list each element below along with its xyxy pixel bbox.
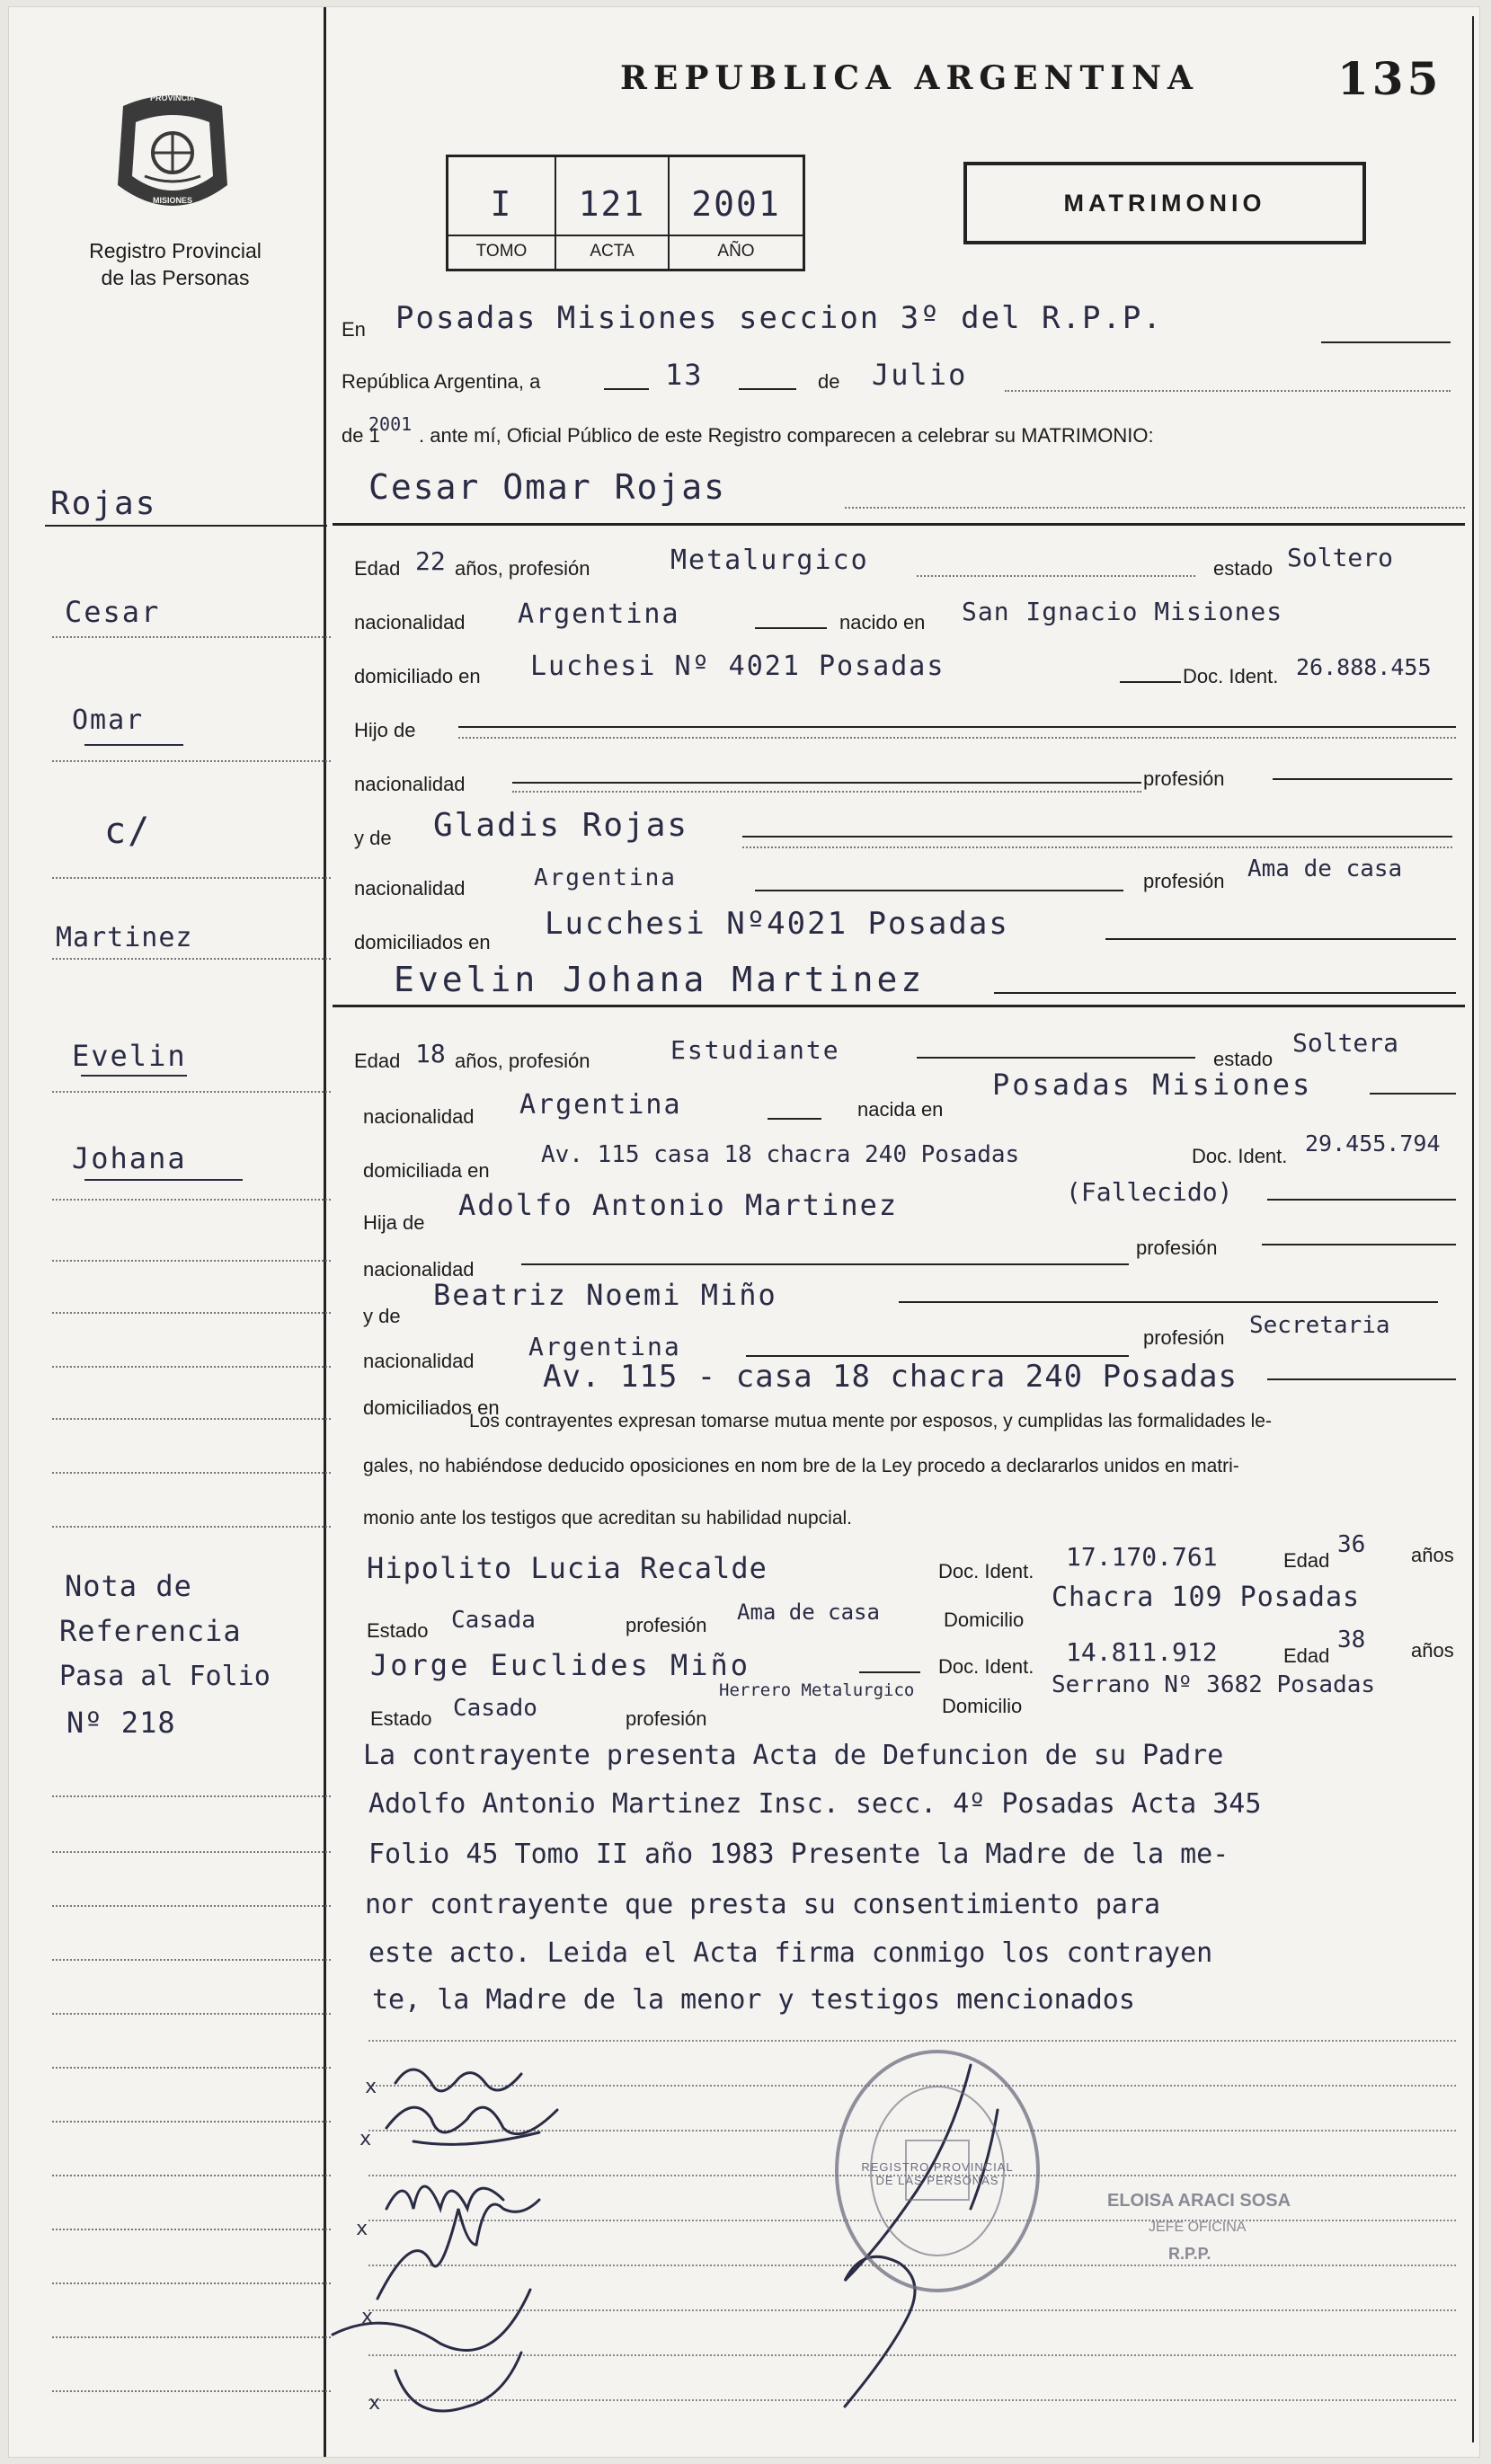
stamp-official-title: JEFE OFICINA — [1149, 2220, 1247, 2235]
margin-word-5: Evelin — [72, 1039, 187, 1073]
groom-nationality: Argentina — [518, 598, 680, 630]
sig-mark-5: x — [368, 2392, 383, 2415]
bride-parents-dom-label: domiciliados en — [363, 1396, 500, 1419]
country-title: REPUBLICA ARGENTINA — [620, 59, 1199, 97]
groom-parents-dom-label: domiciliados en — [354, 931, 491, 953]
groom-age: 22 — [415, 546, 446, 576]
groom-dom-label: domiciliado en — [354, 665, 481, 687]
bride-doc: 29.455.794 — [1305, 1130, 1441, 1157]
witness2-status: Casado — [453, 1695, 537, 1722]
note-line-2: Adolfo Antonio Martinez Insc. secc. 4º Posadas Acta 345 — [368, 1788, 1262, 1820]
witness1-dom-label: Domicilio — [944, 1609, 1025, 1631]
certificate-page — [9, 7, 1479, 2457]
groom-mother-nac-label: nacionalidad — [354, 877, 466, 900]
witness1-status: Casada — [451, 1607, 536, 1634]
acta-value: 121 — [578, 184, 646, 224]
margin-note-2: Referencia — [59, 1614, 242, 1648]
groom-nacido-label: nacido en — [839, 611, 926, 634]
declaration-line-1: Los contrayentes expresan tomarse mutua mente por esposos, y cumplidas las formalidades le- — [469, 1411, 1272, 1431]
bride-father-note: (Fallecido) — [1066, 1177, 1233, 1207]
anio-value: 2001 — [691, 184, 781, 224]
bride-father: Adolfo Antonio Martinez — [458, 1188, 899, 1222]
groom-parents-address: Lucchesi Nº4021 Posadas — [545, 906, 1009, 942]
ante-text: . ante mí, Oficial Público de este Registro comparecen a celebrar su MATRIMONIO: — [419, 424, 1154, 447]
note-line-5: este acto. Leida el Acta firma conmigo los contrayen — [368, 1937, 1213, 1969]
bride-yde-label: y de — [363, 1305, 401, 1327]
witness1-doc: 17.170.761 — [1066, 1542, 1218, 1572]
day-value: 13 — [665, 358, 704, 392]
bride-mother-prof: Secretaria — [1249, 1312, 1390, 1339]
groom-estado-label: estado — [1213, 557, 1274, 580]
year-value: 2001 — [368, 413, 413, 435]
bride-nacida-label: nacida en — [857, 1098, 944, 1121]
bride-address: Av. 115 casa 18 chacra 240 Posadas — [541, 1141, 1020, 1168]
witness1-anos-label: años — [1411, 1544, 1454, 1566]
declaration-line-2: gales, no habiéndose deducido oposiciones en nom bre de la Ley procedo a declararlos unidos en matri- — [363, 1456, 1239, 1476]
margin-word-2: Omar — [72, 705, 145, 736]
bride-parents-address: Av. 115 - casa 18 chacra 240 Posadas — [543, 1359, 1238, 1395]
groom-mother: Gladis Rojas — [433, 807, 689, 844]
registry-name — [45, 237, 306, 291]
note-line-4: nor contrayente que presta su consentimiento para — [365, 1889, 1161, 1920]
bride-nationality: Argentina — [519, 1089, 682, 1121]
margin-word-4: Martinez — [56, 922, 193, 953]
note-line-3: Folio 45 Tomo II año 1983 Presente la Madre de la me- — [368, 1839, 1229, 1870]
bride-anos-prof-label: años, profesión — [455, 1050, 590, 1072]
margin-note-3: Pasa al Folio — [59, 1661, 271, 1692]
right-margin-rule — [1472, 16, 1474, 2442]
groom-father-nac-label: nacionalidad — [354, 773, 466, 795]
bride-civil-status: Soltera — [1292, 1028, 1399, 1058]
declaration-line-3: monio ante los testigos que acreditan su habilidad nupcial. — [363, 1508, 853, 1529]
margin-note-1: Nota de — [65, 1569, 192, 1603]
sig-mark-4: x — [361, 2306, 376, 2328]
page-number: 135 — [1337, 52, 1442, 105]
place-value: Posadas Misiones seccion 3º del R.P.P. — [395, 300, 1163, 336]
groom-profession: Metalurgico — [670, 545, 869, 576]
sig-mark-1: x — [365, 2076, 379, 2098]
witness2-name: Jorge Euclides Miño — [370, 1648, 751, 1682]
bride-doc-label: Doc. Ident. — [1192, 1145, 1288, 1167]
month-value: Julio — [872, 358, 968, 392]
registry-line-1: Registro Provincial — [89, 239, 262, 262]
record-id-box — [446, 155, 805, 271]
bride-profession: Estudiante — [670, 1035, 840, 1065]
groom-edad-label: Edad — [354, 557, 401, 580]
bride-age: 18 — [415, 1039, 446, 1068]
witness1-profession: Ama de casa — [737, 1600, 880, 1625]
groom-address: Luchesi Nº 4021 Posadas — [530, 651, 945, 682]
witness2-doc-label: Doc. Ident. — [938, 1655, 1034, 1678]
groom-anos-prof-label: años, profesión — [455, 557, 590, 580]
witness2-prof-label: profesión — [626, 1707, 707, 1730]
groom-yde-label: y de — [354, 827, 392, 849]
bride-birthplace: Posadas Misiones — [992, 1068, 1313, 1102]
groom-mother-nat: Argentina — [534, 864, 677, 891]
witness1-estado-label: Estado — [367, 1619, 429, 1642]
bride-father-prof-label: profesión — [1136, 1236, 1218, 1259]
witness1-name: Hipolito Lucia Recalde — [367, 1551, 768, 1585]
witness2-anos-label: años — [1411, 1639, 1454, 1662]
bride-dom-label: domiciliada en — [363, 1159, 490, 1182]
stamp-ring-text: REGISTRO PROVINCIAL DE LAS PERSONAS — [861, 2160, 1014, 2187]
witness2-profession: Herrero Metalurgico — [719, 1680, 915, 1700]
note-line-6: te, la Madre de la menor y testigos mencionados — [372, 1984, 1135, 2016]
stamp-official-name: ELOISA ARACI SOSA — [1107, 2191, 1291, 2211]
witness2-doc: 14.811.912 — [1066, 1637, 1218, 1667]
groom-father-prof-label: profesión — [1143, 767, 1225, 790]
sig-mark-3: x — [356, 2218, 370, 2240]
witness2-edad-label: Edad — [1283, 1644, 1330, 1667]
bride-mother-nat: Argentina — [528, 1332, 681, 1361]
groom-hijo-label: Hijo de — [354, 719, 416, 741]
sig-mark-2: x — [359, 2128, 374, 2150]
bride-full-name: Evelin Johana Martinez — [394, 960, 926, 999]
witness2-estado-label: Estado — [370, 1707, 432, 1730]
de-month-label: de — [818, 370, 840, 393]
bride-mother-nac-label: nacionalidad — [363, 1350, 475, 1372]
witness1-age: 36 — [1337, 1531, 1366, 1558]
seal-text-bottom: MISIONES — [152, 196, 192, 205]
tomo-value: I — [490, 184, 513, 224]
groom-civil-status: Soltero — [1287, 543, 1394, 572]
groom-doc: 26.888.455 — [1296, 654, 1432, 680]
witness1-edad-label: Edad — [1283, 1549, 1330, 1572]
witness2-age: 38 — [1337, 1626, 1366, 1653]
de-year-label: de 1 — [342, 424, 380, 447]
bride-hija-label: Hija de — [363, 1211, 425, 1234]
groom-mother-prof-label: profesión — [1143, 870, 1225, 892]
margin-word-6: Johana — [72, 1141, 187, 1175]
republica-label: República Argentina, a — [342, 370, 541, 393]
witness2-address: Serrano Nº 3682 Posadas — [1052, 1671, 1376, 1698]
groom-doc-label: Doc. Ident. — [1183, 665, 1279, 687]
bride-edad-label: Edad — [354, 1050, 401, 1072]
margin-word-3: c/ — [104, 811, 152, 852]
margin-note-4: Nº 218 — [67, 1706, 176, 1740]
bride-mother-prof-label: profesión — [1143, 1326, 1225, 1349]
document-type-box — [963, 162, 1366, 244]
acta-label: ACTA — [590, 242, 635, 261]
registry-line-2: de las Personas — [101, 266, 250, 289]
witness1-address: Chacra 109 Posadas — [1052, 1582, 1361, 1613]
bride-estado-label: estado — [1213, 1048, 1274, 1070]
witness1-doc-label: Doc. Ident. — [938, 1560, 1034, 1582]
groom-nac-label: nacionalidad — [354, 611, 466, 634]
stamp-official-unit: R.P.P. — [1168, 2245, 1211, 2263]
bride-nac-label: nacionalidad — [363, 1105, 475, 1128]
document-type: MATRIMONIO — [1063, 189, 1266, 217]
groom-mother-prof: Ama de casa — [1247, 855, 1403, 882]
margin-surname: Rojas — [50, 485, 157, 522]
margin-word-1: Cesar — [65, 595, 161, 629]
witness1-prof-label: profesión — [626, 1614, 707, 1636]
groom-full-name: Cesar Omar Rojas — [368, 467, 727, 507]
en-label: En — [342, 318, 366, 341]
anio-label: AÑO — [717, 242, 755, 261]
note-line-1: La contrayente presenta Acta de Defuncion de su Padre — [363, 1740, 1224, 1771]
province-seal — [114, 86, 231, 221]
tomo-label: TOMO — [475, 242, 528, 261]
seal-text-top: PROVINCIA — [149, 93, 195, 102]
groom-birthplace: San Ignacio Misiones — [962, 597, 1283, 626]
bride-mother: Beatriz Noemi Miño — [433, 1278, 777, 1312]
witness2-dom-label: Domicilio — [942, 1695, 1023, 1717]
bride-father-nac-label: nacionalidad — [363, 1258, 475, 1281]
